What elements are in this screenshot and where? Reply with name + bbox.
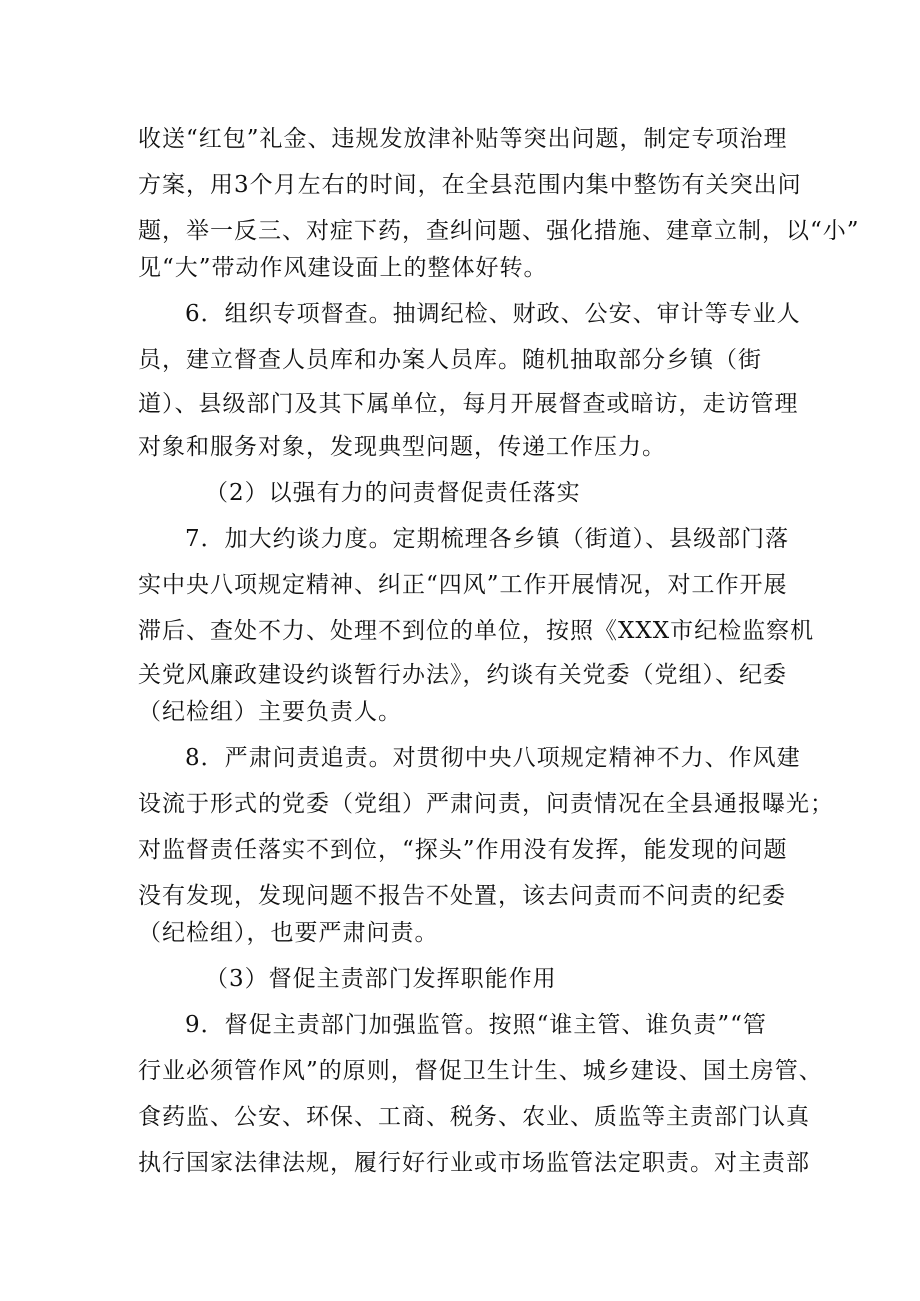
section-heading-3: （3）督促主责部门发挥职能作用 [205, 966, 557, 992]
text-line: 收送“红包”礼金、违规发放津补贴等突出问题，制定专项治理 [138, 126, 788, 152]
paragraph-6-start: 6．组织专项督查。抽调纪检、财政、公安、审计等专业人 [185, 301, 801, 327]
text-line: 食药监、公安、环保、工商、税务、农业、质监等主责部门认真 [138, 1104, 810, 1130]
text-line: 滞后、查处不力、处理不到位的单位，按照《XXX市纪检监察机 [138, 618, 815, 644]
text-line: 题，举一反三、对症下药，查纠问题、强化措施、建章立制，以“小” [138, 218, 860, 244]
text-line: （纪检组）主要负责人。 [138, 699, 402, 725]
text-line: （纪检组），也要严肃问责。 [138, 920, 439, 946]
text-line: 见“大”带动作风建设面上的整体好转。 [138, 255, 548, 281]
text-line: 对象和服务对象，发现典型问题，传递工作压力。 [138, 434, 666, 460]
section-heading-2: （2）以强有力的问责督促责任落实 [205, 480, 581, 506]
paragraph-7-start: 7．加大约谈力度。定期梳理各乡镇（街道）、县级部门落 [185, 526, 790, 552]
paragraph-9-start: 9．督促主责部门加强监管。按照“谁主管、谁负责”“管 [185, 1012, 767, 1038]
text-line: 方案，用3个月左右的时间，在全县范围内集中整饬有关突出问 [138, 172, 802, 198]
text-line: 设流于形式的党委（党组）严肃问责，问责情况在全县通报曝光； [138, 791, 834, 817]
text-line: 道）、县级部门及其下属单位，每月开展督查或暗访，走访管理 [138, 391, 799, 417]
text-line: 对监督责任落实不到位，“探头”作用没有发挥，能发现的问题 [138, 837, 788, 863]
text-line: 行业必须管作风”的原则，督促卫生计生、城乡建设、国土房管、 [138, 1058, 823, 1084]
text-line: 执行国家法律法规，履行好行业或市场监管法定职责。对主责部 [138, 1150, 810, 1176]
paragraph-8-start: 8．严肃问责追责。对贯彻中央八项规定精神不力、作风建 [185, 745, 801, 771]
text-line: 关党风廉政建设约谈暂行办法》，约谈有关党委（党组）、纪委 [138, 662, 787, 688]
text-line: 实中央八项规定精神、纠正“四风”工作开展情况，对工作开展 [138, 572, 788, 598]
text-line: 没有发现，发现问题不报告不处置，该去问责而不问责的纪委 [138, 883, 786, 909]
text-line: 员，建立督查人员库和办案人员库。随机抽取部分乡镇（街 [138, 347, 762, 373]
